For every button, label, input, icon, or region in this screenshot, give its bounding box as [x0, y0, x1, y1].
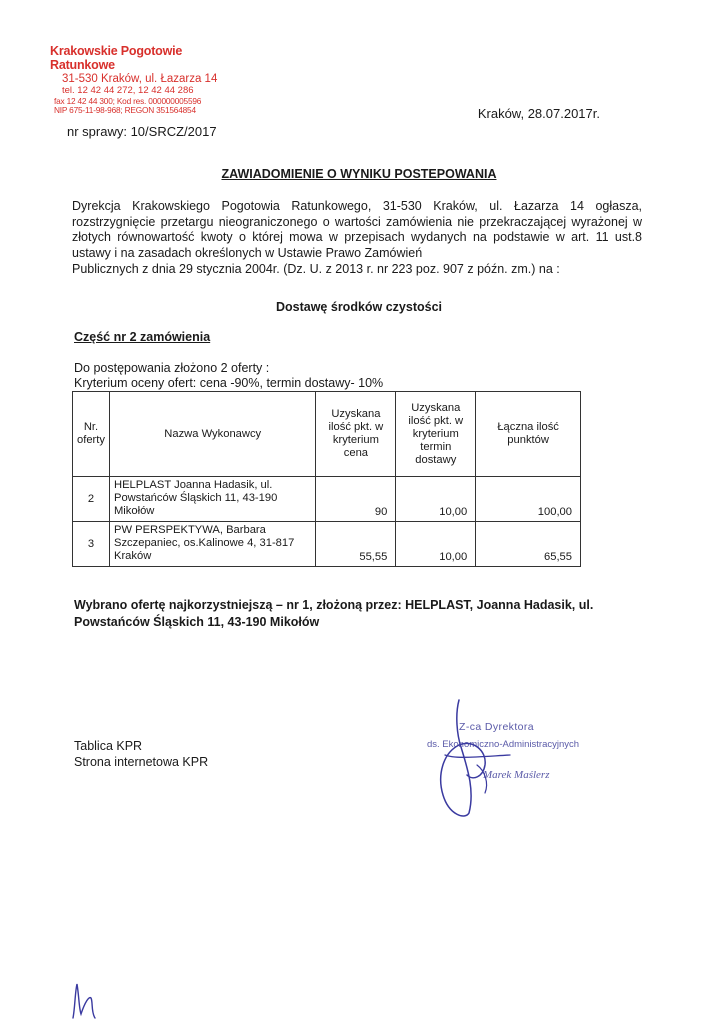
offer-number: 2 — [73, 477, 110, 522]
order-part: Część nr 2 zamówienia — [74, 330, 211, 344]
evaluation-criteria: Kryterium oceny ofert: cena -90%, termin dostawy- 10% — [74, 375, 384, 390]
document-title: ZAWIADOMIENIE O WYNIKU POSTEPOWANIA — [221, 167, 497, 181]
organization-fax: fax 12 42 44 300; Kod res. 000000005596 — [54, 95, 202, 106]
distribution-item: Tablica KPR — [74, 739, 143, 753]
signature-role-department: ds. Ekonomiczno-Administracyjnych — [427, 739, 580, 750]
organization-ids: NIP 675-11-98-968; REGON 351564854 — [54, 105, 196, 116]
delivery-points: 10,00 — [396, 477, 476, 522]
table-row — [73, 522, 581, 567]
header-delivery-points: Uzyskana ilość pkt. w kryterium termin dostawy — [396, 392, 476, 477]
offer-number: 3 — [73, 522, 110, 567]
handwritten-signature — [415, 695, 545, 825]
initials-mark — [65, 978, 105, 1022]
total-points: 65,55 — [476, 522, 581, 567]
header-total-points: Łączna ilość punktów — [476, 392, 581, 477]
price-points: 55,55 — [316, 522, 396, 567]
price-points: 90 — [316, 477, 396, 522]
organization-address: 31-530 Kraków, ul. Łazarza 14 — [62, 72, 218, 85]
procurement-subject: Dostawę środków czystości — [275, 300, 443, 314]
contractor-name: PW PERSPEKTYWA, Barbara Szczepaniec, os.Kalinowe 4, 31-817 Kraków — [109, 522, 315, 567]
results-table — [72, 391, 581, 567]
signature-role-title: Z-ca Dyrektora — [459, 721, 535, 733]
organization-phone: tel. 12 42 44 272, 12 42 44 286 — [62, 84, 194, 96]
table-header-row — [73, 392, 581, 477]
announcement-last-line: Publicznych z dnia 29 stycznia 2004r. (Dz. U. z 2013 r. nr 223 poz. 907 z późn. zm.) na : — [72, 261, 560, 276]
contractor-name: HELPLAST Joanna Hadasik, ul. Powstańców Śląskich 11, 43-190 Mikołów — [109, 477, 315, 522]
header-price-points: Uzyskana ilość pkt. w kryterium cena — [316, 392, 396, 477]
offers-info — [74, 361, 383, 390]
total-points: 100,00 — [476, 477, 581, 522]
distribution-list — [74, 738, 208, 770]
header-offer-number: Nr. oferty — [73, 392, 110, 477]
header-contractor-name: Nazwa Wykonawcy — [109, 392, 315, 477]
selected-offer-statement: Wybrano ofertę najkorzystniejszą – nr 1, złożoną przez: HELPLAST, Joanna Hadasik, ul. Powstańców Śląskich 11, 43-190 Mikołów — [74, 598, 594, 629]
table-row — [73, 477, 581, 522]
announcement-body — [72, 199, 642, 278]
case-number: nr sprawy: 10/SRCZ/2017 — [67, 124, 217, 139]
announcement-paragraph: Dyrekcja Krakowskiego Pogotowia Ratunkowego, 31-530 Kraków, ul. Łazarza 14 ogłasza, rozstrzygnięcie przetargu nieograniczonego o wartości zamówienia nie przekraczającej wyrażonej w złotych równowartość kwoty o której mowa w przepisach wydanych na podstawie w art. 11 ust.8 ustawy i na zasadach określonych w Ustawie Prawo Zamówień — [72, 199, 642, 261]
organization-name: Krakowskie Pogotowie Ratunkowe — [50, 44, 183, 73]
place-and-date: Kraków, 28.07.2017r. — [477, 106, 600, 121]
distribution-item: Strona internetowa KPR — [74, 755, 209, 769]
offers-count: Do postępowania złożono 2 oferty : — [74, 361, 270, 375]
signature-stamp-name: Marek Maślerz — [483, 769, 550, 781]
delivery-points: 10,00 — [396, 522, 476, 567]
letterhead-stamp — [50, 44, 240, 116]
